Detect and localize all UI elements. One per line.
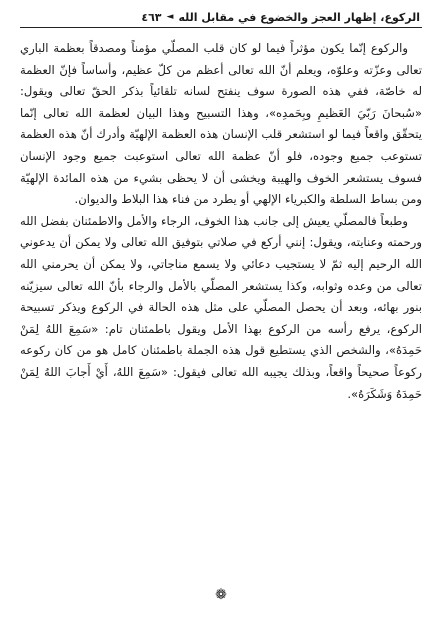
paragraph-1: والركوع إنّما يكون مؤثراً فيما لو كان قلب المصلّي مؤمناً ومصدقاً بعظمة الباري تعالى وعزّته وعلوّه، ويعلم أنّ الله تعالى أعظم من كلّ عظيم، وأساساً فإنّ العظمة له خاصّة، ففي هذه الصورة سوف ينفتح لسانه تلقائياً بذكر الحقّ تعالى ويقول: «سُبحانَ رَبّيَ العَظيمِ وبِحَمدِه»، وهذا التسبيح وهذا البيان لعظمة الله تعالى إنّما يتحقّق واقعاً فيما لو استشعر قلب الإنسان هذه العظمة الإلهيّة وأدرك أنّ هذه العظمة تستوعب جميع وجوده، فلو أنّ عظمة الله تعالى استوعبت جميع وجود الإنسان فسوف يستشعر الخوف والهيبة ويخشى أن لا يحظى بشيء من هذه المائدة الإلهيّة ومن بساط السلطة والكبرياء الإلهي أو يطرد من فناء هذا البلاط والديوان. [20, 41, 422, 207]
running-header [22, 9, 420, 25]
running-header-title: الركوع، إظهار العجز والخضوع في مقابل الله [178, 10, 420, 24]
page-number: ٤٦٣ [141, 10, 162, 24]
flower-ornament-icon: ❁ [215, 587, 227, 603]
header-arrow-icon: ◄ [166, 11, 174, 22]
paragraph-2: وطبعاً فالمصلّي يعيش إلى جانب هذا الخوف، الرجاء والأمل والاطمئنان بفضل الله ورحمته وعنايته، ويقول: إنني أركع في صلاتي بتوفيق الله تعالى ولا يمكن أن يدعوني الله الرحيم إليه ثمّ لا يستجيب دعائي ولا يسمع مناجاتي، ولا يمكن أن يحرمني الله تعالى من وعده وثوابه، وكذا يستشعر المصلّي بالأمل والرجاء بأنّ الله تعالى سيزيّنه بنور بهائه، وبعد أن يحصل المصلّي على مثل هذه الحالة في الركوع ويذكر تسبيحة الركوع، يرفع رأسه من الركوع بهذا الأمل ويقول باطمئنان تام: «سَمِعَ اللهُ لِمَنْ حَمِدَهُ»، والشخص الذي يستطيع قول هذه الجملة باطمئنان كامل هو من كان ركوعه ركوعاً صحيحاً واقعاً، وبذلك يجيبه الله تعالى فيقول: «سَمِعَ اللهُ، أَيْ أَجابَ اللهُ لِمَنْ حَمِدَهُ وَشَكَرَهُ». [20, 213, 422, 401]
body-text [20, 38, 422, 405]
header-divider [20, 27, 422, 28]
